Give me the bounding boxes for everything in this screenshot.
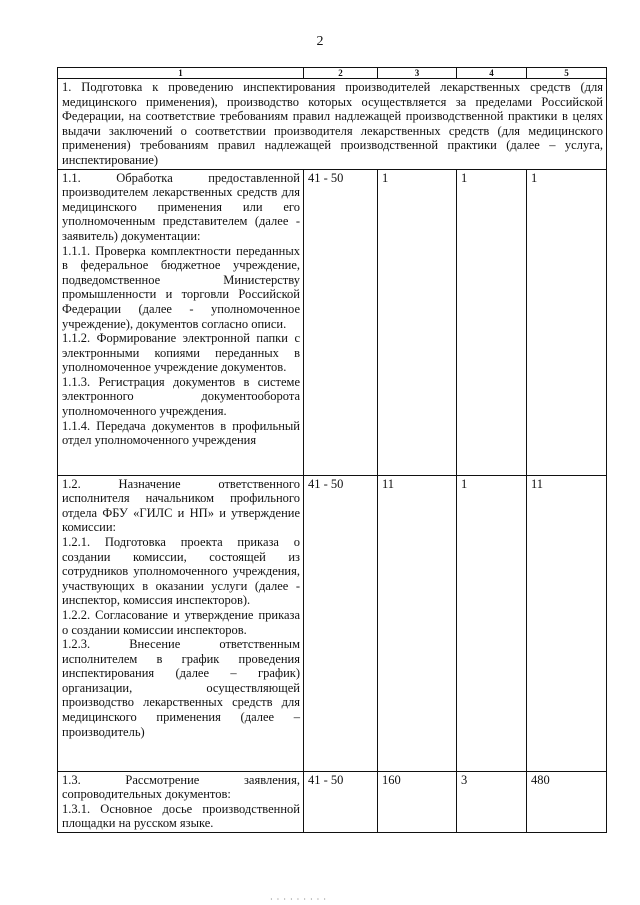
cell-col2: 41 - 50 (304, 771, 378, 832)
item-paragraph: 1.1.2. Формирование электронной папки с электронными копиями переданных в уполномоченное учреждение документов. (62, 331, 300, 375)
cell-col5: 480 (527, 771, 607, 832)
item-paragraph: 1.2.3. Внесение ответственным исполнителем в график проведения инспектирования (далее – график) организации, осуществляющей производство лекарственных средств для медицинского применения (далее – производитель) (62, 637, 300, 739)
column-header-5: 5 (527, 68, 607, 79)
cell-col4: 3 (457, 771, 527, 832)
item-description (58, 771, 304, 832)
section-title: 1. Подготовка к проведению инспектирования производителей лекарственных средств (для медицинского применения), производство которых осуществляется за пределами Российской Федерации, на соответствие требованиям правил надлежащей производственной практики в целях выдачи заключений о соответствии производителя лекарственных средств (для медицинского применения) требованиям правил надлежащей производственной практики (далее – услуга, инспектирование) (58, 79, 607, 170)
table-header-row (58, 68, 607, 79)
item-description (58, 475, 304, 771)
table-row (58, 771, 607, 832)
item-paragraph: 1.1.3. Регистрация документов в системе электронного документооборота уполномоченного учреждения. (62, 374, 300, 419)
item-paragraph: 1.2. Назначение ответственного исполнителя начальником профильного отдела ФБУ «ГИЛС и НП» и утверждение комиссии: (62, 476, 300, 535)
item-paragraph: 1.1.4. Передача документов в профильный отдел уполномоченного учреждения (62, 418, 300, 448)
cell-col3: 11 (378, 475, 457, 771)
item-description (58, 169, 304, 475)
item-paragraph: 1.2.2. Согласование и утверждение приказа о создании комиссии инспекторов. (62, 607, 300, 637)
table-row (58, 169, 607, 475)
cell-col3: 160 (378, 771, 457, 832)
column-header-2: 2 (304, 68, 378, 79)
item-paragraph: 1.3. Рассмотрение заявления, сопроводительных документов: (62, 772, 300, 802)
cell-col4: 1 (457, 475, 527, 771)
cell-col4: 1 (457, 169, 527, 475)
item-paragraph: 1.2.1. Подготовка проекта приказа о создании комиссии, состоящей из сотрудников уполномоченного учреждения, участвующих в оказании услуги (далее - инспектор, комиссия инспекторов). (62, 534, 300, 608)
services-table (57, 67, 607, 833)
column-header-4: 4 (457, 68, 527, 79)
item-paragraph: 1.1. Обработка предоставленной производителем лекарственных средств для медицинского применения или его уполномоченным представителем (далее - заявитель) документации: (62, 170, 300, 243)
table-row (58, 475, 607, 771)
cell-col5: 1 (527, 169, 607, 475)
column-header-1: 1 (58, 68, 304, 79)
cell-col3: 1 (378, 169, 457, 475)
cell-col5: 11 (527, 475, 607, 771)
column-header-3: 3 (378, 68, 457, 79)
scan-artifact: · · · · · · · · · (270, 895, 327, 904)
page-number: 2 (316, 34, 324, 49)
cell-col2: 41 - 50 (304, 475, 378, 771)
item-paragraph: 1.3.1. Основное досье производственной площадки на русском языке. (62, 801, 300, 831)
section-title-row (58, 79, 607, 170)
item-paragraph: 1.1.1. Проверка комплектности переданных в федеральное бюджетное учреждение, подведомственное Министерству промышленности и торговли Российской Федерации (далее - уполномоченное учреждение), документов согласно описи. (62, 243, 300, 331)
cell-col2: 41 - 50 (304, 169, 378, 475)
